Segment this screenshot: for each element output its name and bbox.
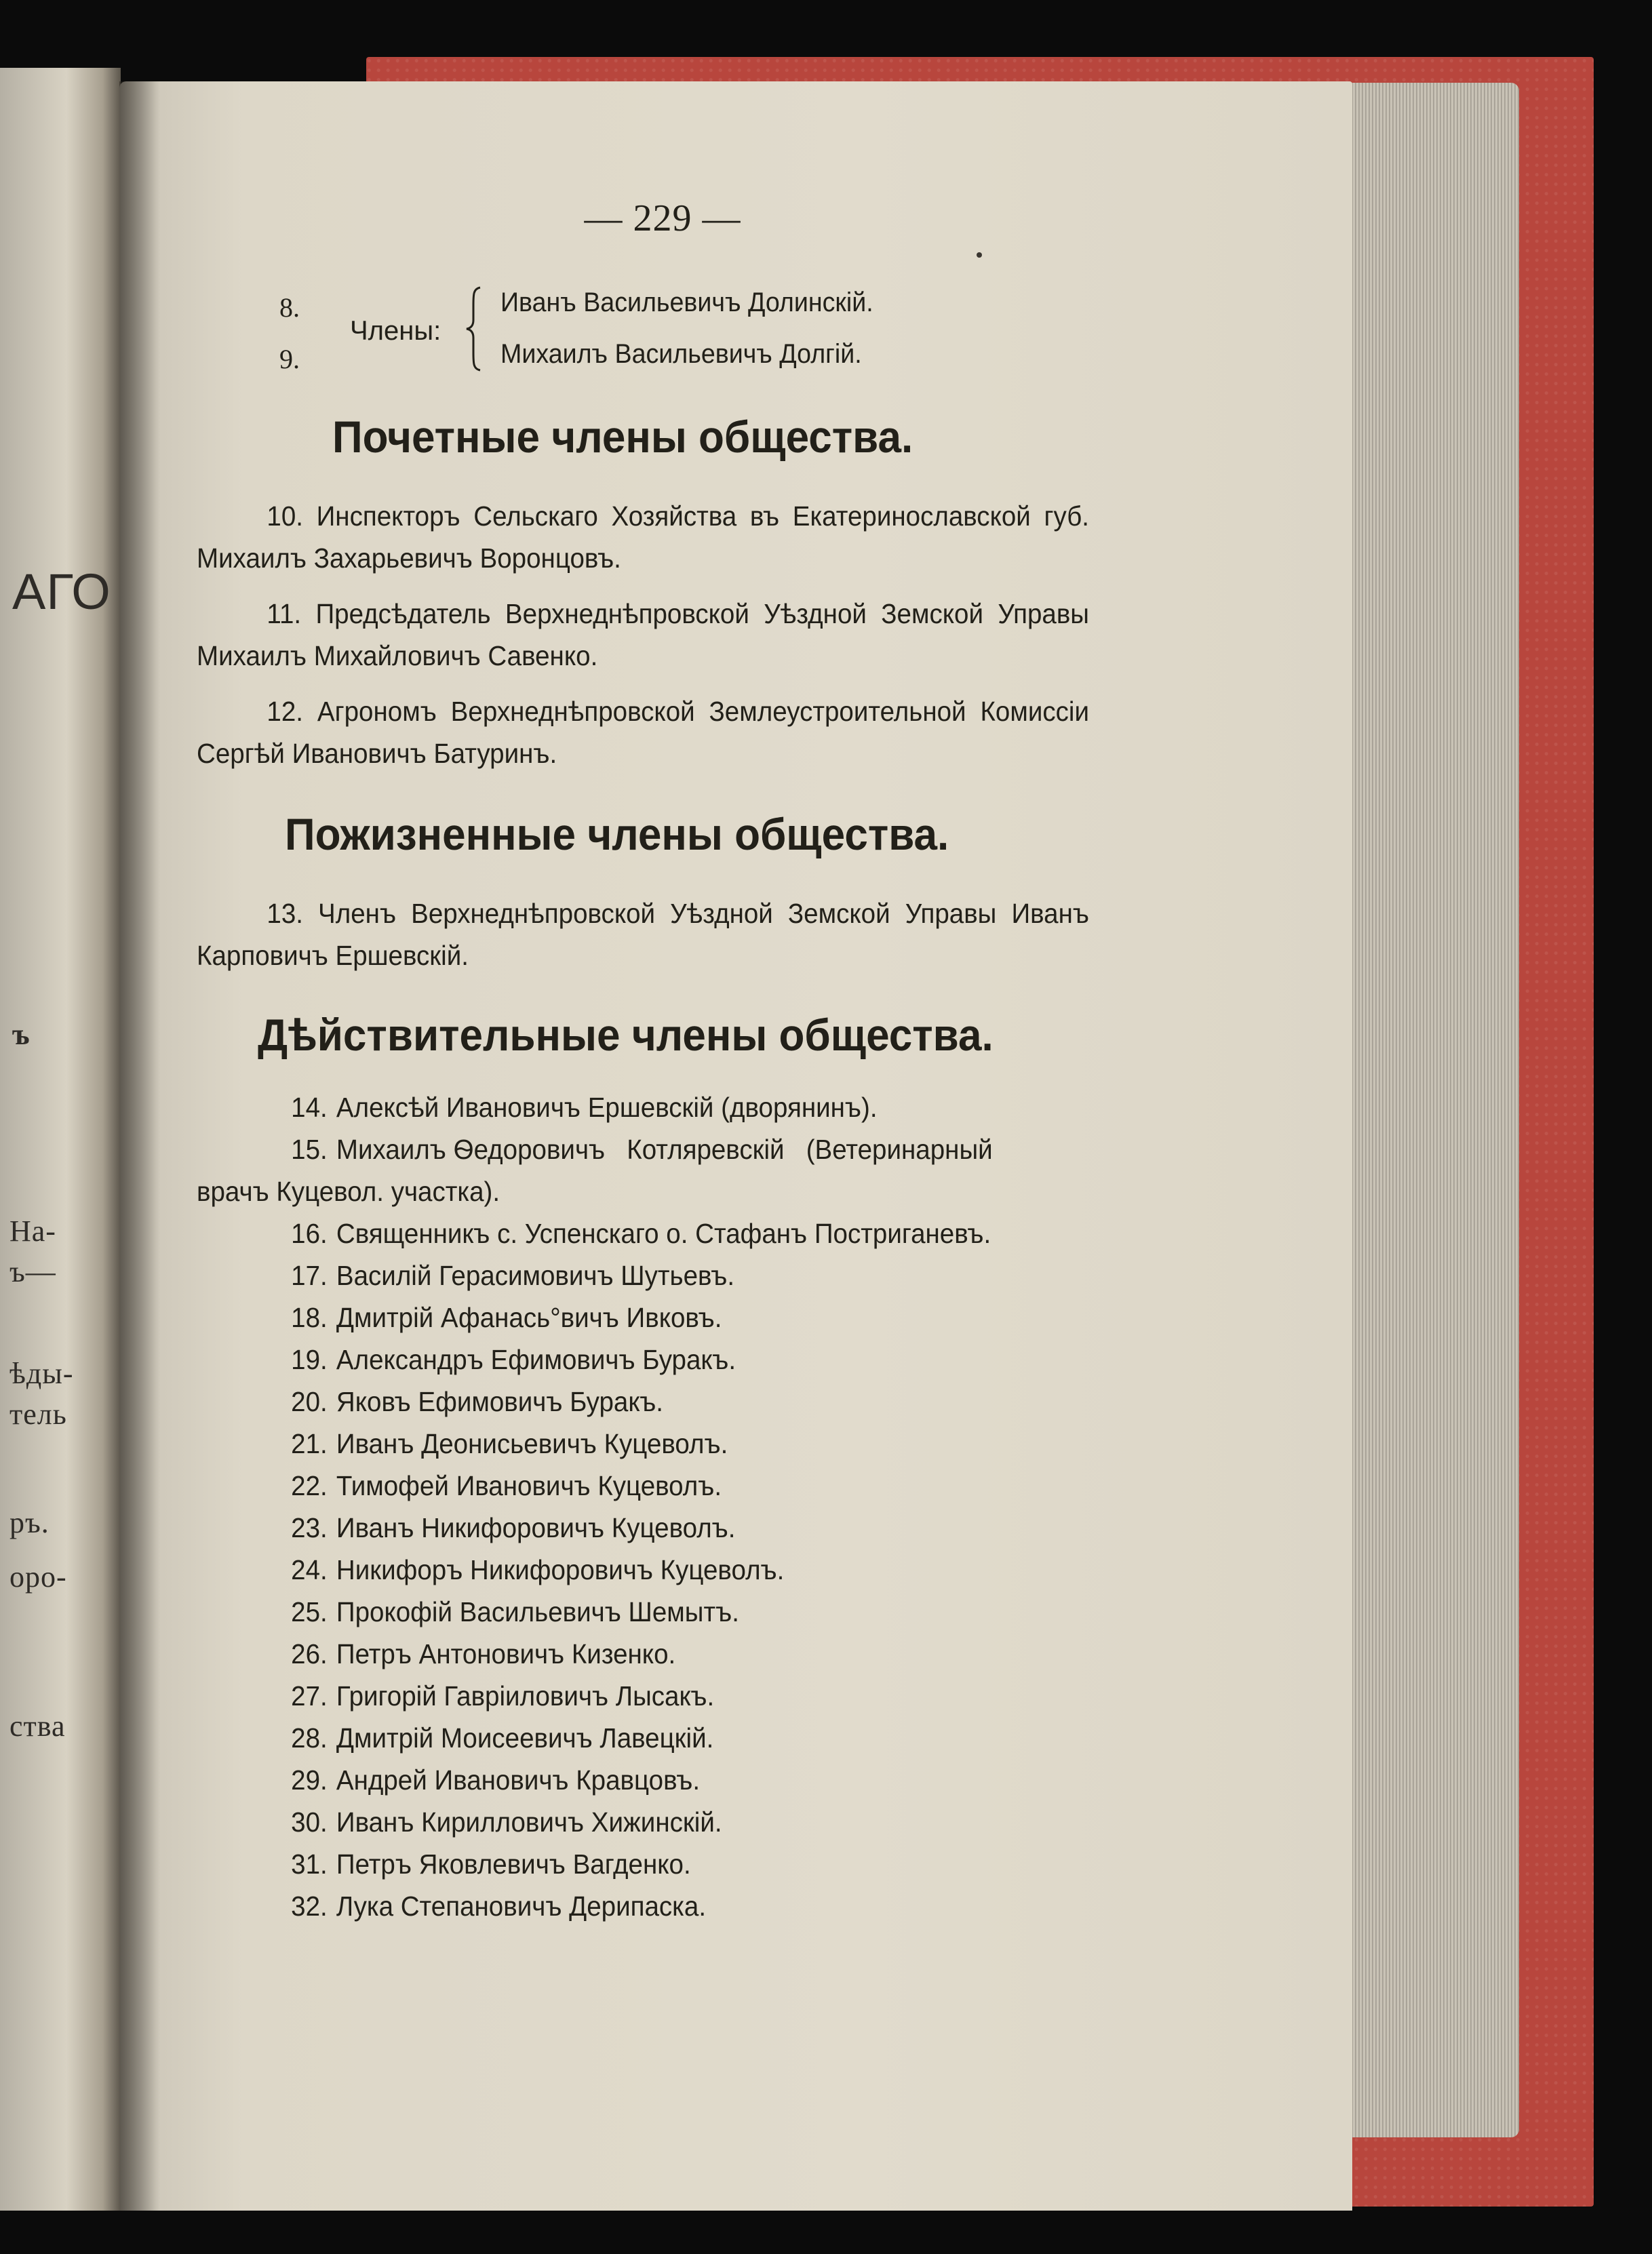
left-page-fragment: На-: [9, 1214, 56, 1248]
item-text: Михаилъ Ѳедоровичъ Котляревскій (Ветеринарный: [336, 1134, 993, 1165]
left-page-fragment: АГО: [12, 564, 111, 620]
item-number: 14.: [291, 1092, 328, 1123]
item-text: Иванъ Деонисьевичъ Куцеволъ.: [336, 1428, 728, 1459]
member-entry: 10. Инспекторъ Сельскаго Хозяйства въ Екатеринославской губ. Михаилъ Захарьевичъ Воронцовъ.: [197, 500, 1089, 574]
board-label: Члены:: [350, 316, 441, 346]
item-number: 30.: [291, 1806, 328, 1838]
list-item-continuation: врачъ Куцевол. участка).: [197, 1176, 500, 1207]
item-text: Прокофій Васильевичъ Шемытъ.: [336, 1596, 739, 1627]
member-entry: 11. Предсѣдатель Верхнеднѣпровской Уѣздной Земской Управы Михаилъ Михайловичъ Савенко.: [197, 598, 1089, 671]
item-text: Лука Степановичъ Дерипаска.: [336, 1891, 707, 1922]
page-number: — 229 —: [584, 197, 741, 239]
item-text: Иванъ Никифоровичъ Куцеволъ.: [336, 1512, 736, 1543]
list-item: [271, 1302, 722, 1334]
ink-speck: [977, 252, 982, 258]
left-page-fragment: ѣды-: [9, 1357, 74, 1390]
list-item: [271, 1428, 728, 1460]
board-num-9: 9.: [279, 344, 300, 374]
list-item: [271, 1848, 691, 1880]
item-text: Дмитрій Моисеевичъ Лавецкій.: [336, 1722, 714, 1754]
item-number: 21.: [291, 1428, 328, 1459]
item-text: Священникъ с. Успенскаго о. Стафанъ Постриганевъ.: [336, 1218, 991, 1249]
item-number: 17.: [291, 1260, 328, 1291]
item-number: 20.: [291, 1386, 328, 1417]
list-item: [271, 1722, 713, 1754]
item-number: 22.: [291, 1470, 328, 1501]
item-number: 29.: [291, 1764, 328, 1796]
list-item: [271, 1806, 722, 1838]
item-number: 31.: [291, 1848, 328, 1880]
item-text: Александръ Ефимовичъ Буракъ.: [336, 1344, 736, 1375]
item-text: Петръ Яковлевичъ Вагденко.: [336, 1848, 691, 1880]
list-item: [271, 1134, 993, 1166]
list-item: [271, 1386, 663, 1418]
list-item: [271, 1764, 700, 1796]
item-text: Алексѣй Ивановичъ Ершевскій (дворянинъ).: [336, 1092, 878, 1123]
item-number: 16.: [291, 1218, 328, 1249]
left-page-fragment: ства: [9, 1709, 66, 1743]
left-page-fragment: тель: [9, 1398, 67, 1431]
item-text: Василій Герасимовичъ Шутьевъ.: [336, 1260, 735, 1291]
item-number: 24.: [291, 1554, 328, 1585]
list-item: [271, 1218, 991, 1250]
item-text: Дмитрій Афанась°вичъ Ивковъ.: [336, 1302, 722, 1333]
item-text: Тимофей Ивановичъ Куцеволъ.: [336, 1470, 722, 1501]
section-heading-honorary: Почетные члены общества.: [332, 412, 913, 462]
left-page-fragment: оро-: [9, 1560, 67, 1594]
board-num-8: 8.: [279, 292, 300, 323]
item-number: 19.: [291, 1344, 328, 1375]
section-heading-active: Дѣйствительные члены общества.: [258, 1010, 994, 1060]
board-member-name: Иванъ Васильевичъ Долинскій.: [500, 288, 873, 317]
member-entry: 12. Агрономъ Верхнеднѣпровской Землеустроительной Комиссіи Сергѣй Ивановичъ Батуринъ.: [197, 696, 1089, 769]
curly-brace-icon: [464, 285, 484, 373]
board-member-name: Михаилъ Васильевичъ Долгій.: [500, 339, 862, 369]
left-page-fragment: ъ: [12, 1018, 31, 1051]
item-text: Андрей Ивановичъ Кравцовъ.: [336, 1764, 701, 1796]
list-item: [271, 1638, 675, 1670]
section-heading-lifetime: Пожизненные члены общества.: [285, 809, 949, 859]
item-number: 28.: [291, 1722, 328, 1754]
item-text: Яковъ Ефимовичъ Буракъ.: [336, 1386, 663, 1417]
list-item: [271, 1512, 735, 1544]
item-text: Григорій Гавріиловичъ Лысакъ.: [336, 1680, 715, 1712]
list-item: [271, 1596, 739, 1628]
list-item: [271, 1891, 706, 1922]
list-item: [271, 1344, 736, 1376]
list-item: [271, 1470, 722, 1502]
item-number: 32.: [291, 1891, 328, 1922]
list-item: [271, 1680, 714, 1712]
item-number: 27.: [291, 1680, 328, 1712]
item-number: 25.: [291, 1596, 328, 1627]
list-item: [271, 1260, 734, 1292]
item-number: 18.: [291, 1302, 328, 1333]
item-number: 23.: [291, 1512, 328, 1543]
item-text: Никифоръ Никифоровичъ Куцеволъ.: [336, 1554, 785, 1585]
item-number: 15.: [291, 1134, 328, 1165]
list-item: [271, 1554, 784, 1586]
list-item: [271, 1092, 878, 1124]
left-page-fragment: ъ—: [9, 1255, 56, 1288]
item-number: 26.: [291, 1638, 328, 1669]
member-entry: 13. Членъ Верхнеднѣпровской Уѣздной Земской Управы Иванъ Карповичъ Ершевскій.: [197, 898, 1089, 971]
left-page-fragment: ръ.: [9, 1506, 50, 1539]
item-text: Петръ Антоновичъ Кизенко.: [336, 1638, 676, 1669]
item-text: Иванъ Кирилловичъ Хижинскій.: [336, 1806, 722, 1838]
